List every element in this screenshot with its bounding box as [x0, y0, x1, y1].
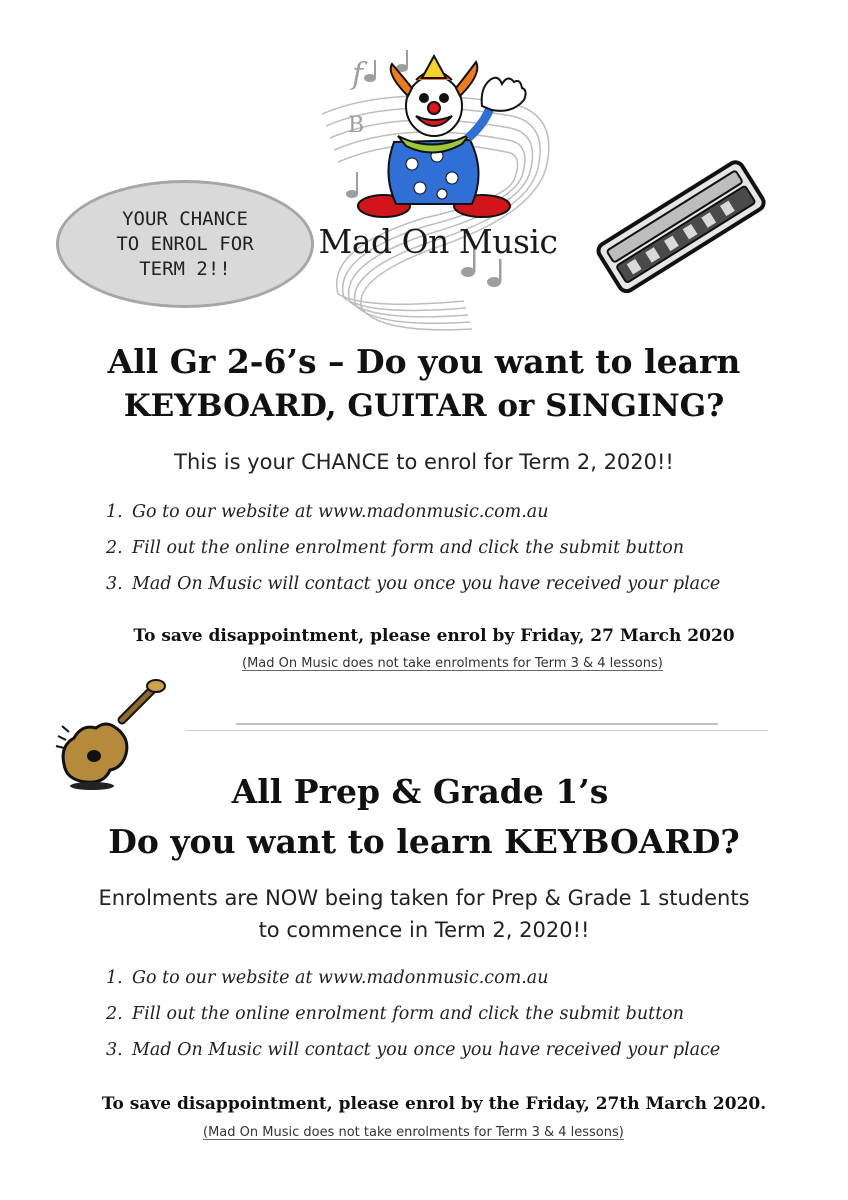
step-number: 1. [106, 968, 123, 988]
enrol-badge [56, 180, 314, 308]
step-number: 3. [106, 574, 123, 594]
step-text: Go to our website at www.madonmusic.com.au [132, 968, 549, 988]
step-number: 2. [106, 1004, 123, 1024]
step-text: Fill out the online enrolment form and click the submit button [132, 538, 685, 558]
section1-deadline: To save disappointment, please enrol by Friday, 27 March 2020 [133, 626, 735, 646]
section1-heading-line2: KEYBOARD, GUITAR or SINGING? [123, 388, 725, 424]
section1-steps [106, 502, 806, 610]
harmonica-icon [592, 140, 768, 310]
step-text: Mad On Music will contact you once you have received your place [132, 574, 721, 594]
step-number: 3. [106, 1040, 123, 1060]
svg-text:B: B [348, 113, 365, 138]
step-text: Mad On Music will contact you once you have received your place [132, 1040, 721, 1060]
list-item [106, 502, 806, 538]
divider-line [236, 723, 718, 725]
section2-steps [106, 968, 806, 1076]
list-item [106, 1004, 806, 1040]
step-text: Go to our website at www.madonmusic.com.au [132, 502, 549, 522]
section2-heading-line1: All Prep & Grade 1’s [231, 772, 609, 811]
divider-line-secondary [186, 730, 768, 731]
list-item [106, 1040, 806, 1076]
section2-heading-line2: Do you want to learn KEYBOARD? [108, 822, 740, 861]
section2-note: (Mad On Music does not take enrolments for Term 3 & 4 lessons) [203, 1125, 624, 1140]
enrol-badge-text: YOUR CHANCE TO ENROL FOR TERM 2!! [116, 207, 254, 280]
section1-note: (Mad On Music does not take enrolments for Term 3 & 4 lessons) [242, 656, 663, 671]
step-number: 1. [106, 502, 123, 522]
step-text: Fill out the online enrolment form and click the submit button [132, 1004, 685, 1024]
list-item [106, 574, 806, 610]
section2-intro [0, 882, 848, 946]
step-number: 2. [106, 538, 123, 558]
section1-heading-line1: All Gr 2-6’s – Do you want to learn [107, 342, 741, 381]
list-item [106, 968, 806, 1004]
list-item [106, 538, 806, 574]
clown-logo-icon [312, 44, 562, 339]
logo-caption: Mad On Music [318, 222, 558, 261]
section1-intro: This is your CHANCE to enrol for Term 2, 2020!! [174, 450, 674, 474]
section2-intro-line1: Enrolments are NOW being taken for Prep & Grade 1 students [98, 886, 750, 910]
section2-deadline: To save disappointment, please enrol by the Friday, 27th March 2020. [101, 1094, 767, 1114]
section2-intro-line2: to commence in Term 2, 2020!! [258, 918, 590, 942]
svg-text:f: f [352, 57, 364, 92]
